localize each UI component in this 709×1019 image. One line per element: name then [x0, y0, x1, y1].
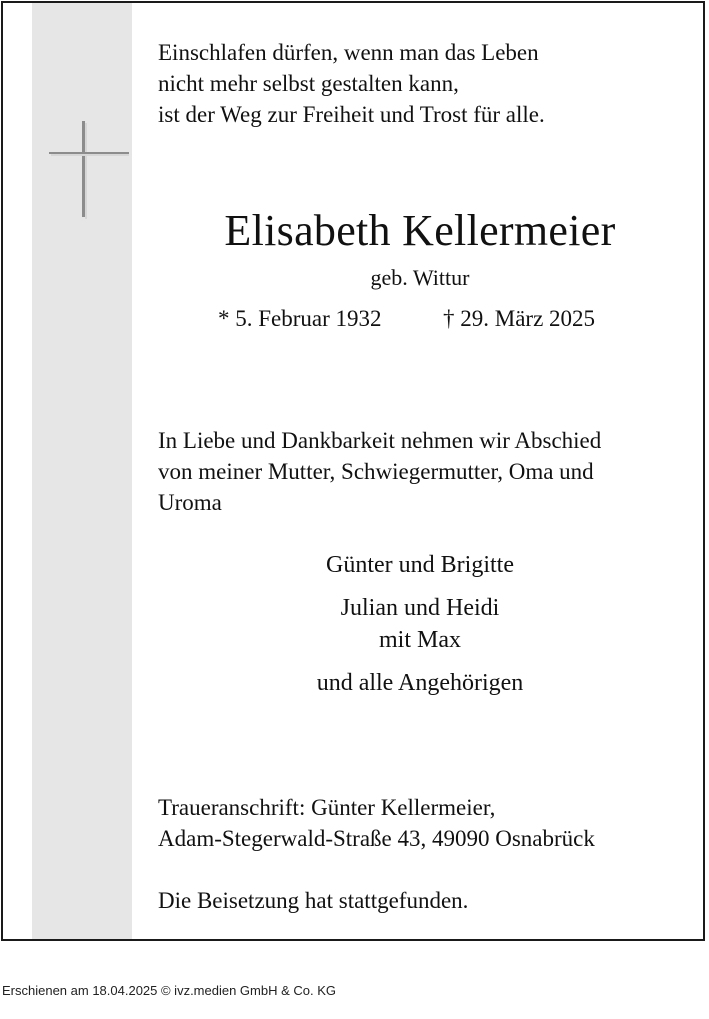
address-line: Adam-Stegerwald-Straße 43, 49090 Osnabrück	[158, 826, 595, 851]
mourner-line: Günter und Brigitte	[326, 552, 514, 578]
burial-note: Die Beisetzung hat stattgefunden.	[158, 888, 469, 913]
birth-name: geb. Wittur	[370, 265, 470, 290]
mourning-address	[158, 792, 595, 854]
motto-line: Einschlafen dürfen, wenn man das Leben	[158, 40, 539, 65]
motto-line: nicht mehr selbst gestalten kann,	[158, 71, 459, 96]
birth-date: * 5. Februar 1932	[218, 306, 382, 331]
deceased-name: Elisabeth Kellermeier	[224, 206, 616, 255]
publication-footer: Erschienen am 18.04.2025 © ivz.medien GmbH & Co. KG	[2, 983, 337, 998]
farewell-text	[158, 425, 601, 518]
farewell-line: Uroma	[158, 490, 222, 515]
address-line: Traueranschrift: Günter Kellermeier,	[158, 795, 496, 820]
mourner-line: und alle Angehörigen	[316, 670, 524, 696]
mourner-line: Julian und Heidi	[340, 595, 500, 621]
mourner-line: mit Max	[379, 627, 461, 653]
farewell-line: In Liebe und Dankbarkeit nehmen wir Abschied	[158, 428, 602, 453]
motto	[158, 37, 545, 130]
motto-line: ist der Weg zur Freiheit und Trost für alle.	[158, 102, 545, 127]
death-date: † 29. März 2025	[443, 306, 596, 331]
farewell-line: von meiner Mutter, Schwiegermutter, Oma und	[158, 459, 594, 484]
latin-cross-icon	[49, 119, 129, 229]
obituary-notice	[1, 1, 705, 941]
